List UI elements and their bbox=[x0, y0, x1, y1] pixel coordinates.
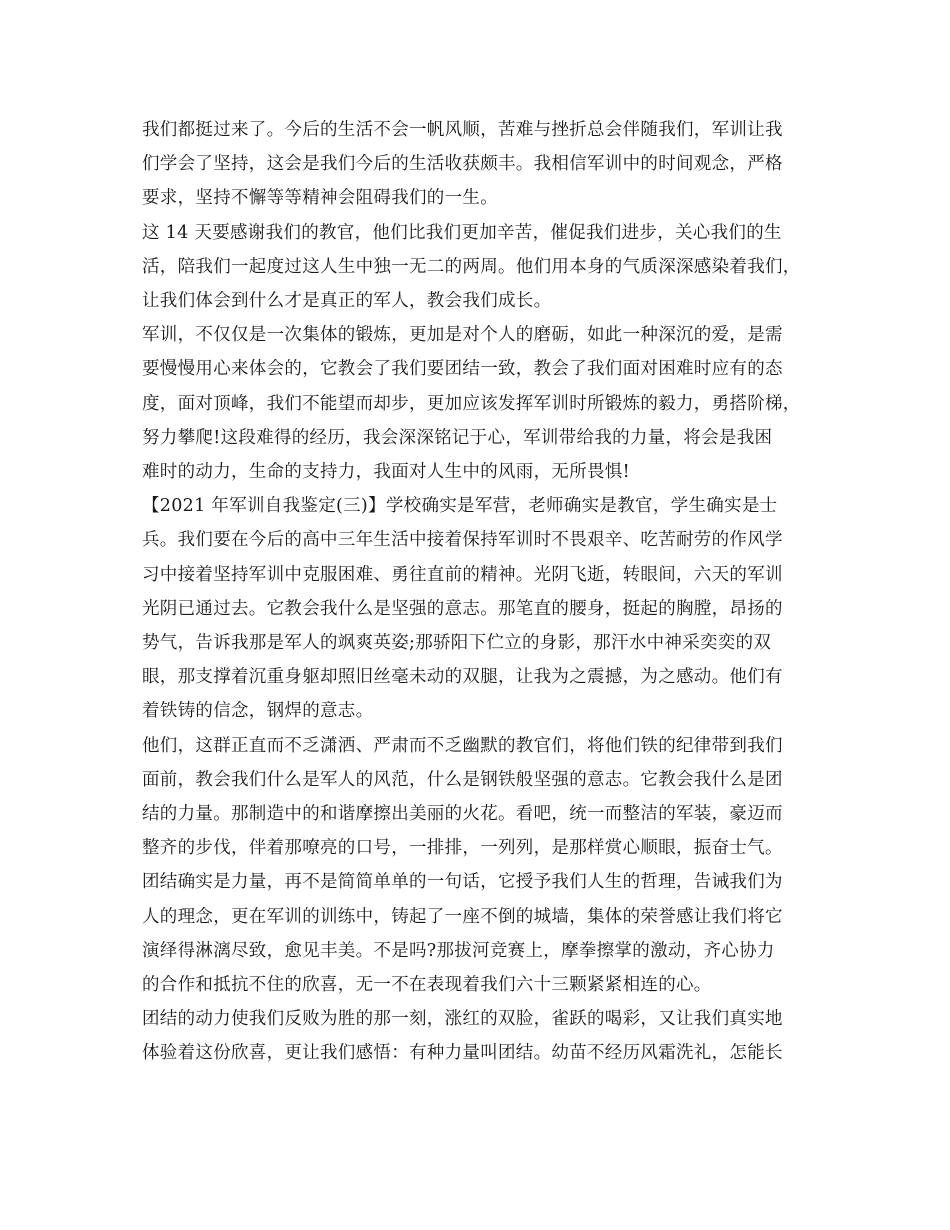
text-line: 团结的动力使我们反败为胜的那一刻，涨红的双脸，雀跃的喝彩，又让我们真实地 bbox=[142, 1009, 783, 1030]
text-line: 团结确实是力量，再不是简简单单的一句话，它授予我们人生的哲理，告诫我们为 bbox=[142, 872, 783, 893]
text-line: 眼，那支撑着沉重身躯却照旧丝毫未动的双腿，让我为之震撼，为之感动。他们有 bbox=[142, 667, 783, 688]
text-line: 体验着这份欣喜，更让我们感悟：有种力量叫团结。幼苗不经历风霜洗礼，怎能长 bbox=[142, 1043, 783, 1064]
text-line: 难时的动力，生命的支持力，我面对人生中的风雨，无所畏惧! bbox=[142, 462, 630, 483]
text-line: 我们都挺过来了。今后的生活不会一帆风顺，苦难与挫折总会伴随我们，军训让我 bbox=[142, 120, 783, 140]
text-line: 活，陪我们一起度过这人生中独一无二的两周。他们用本身的气质深深感染着我们， bbox=[142, 256, 801, 277]
text-line: 演绎得淋漓尽致，愈见丰美。不是吗?那拔河竞赛上，摩拳擦掌的激动，齐心协力 bbox=[142, 940, 775, 961]
text-line: 整齐的步伐，伴着那嘹亮的口号，一排排，一列列，是那样赏心顺眼，振奋士气。 bbox=[142, 838, 783, 859]
text-line: 让我们体会到什么才是真正的军人，教会我们成长。 bbox=[142, 291, 552, 312]
text-line: 这 14 天要感谢我们的教官，他们比我们更加辛苦，催促我们进步，关心我们的生 bbox=[142, 222, 782, 243]
text-line: 要慢慢用心来体会的，它教会了我们要团结一致，教会了我们面对困难时应有的态 bbox=[142, 359, 783, 380]
text-line: 面前，教会我们什么是军人的风范，什么是钢铁般坚强的意志。它教会我什么是团 bbox=[142, 769, 783, 790]
text-line: 努力攀爬!这段难得的经历，我会深深铭记于心，军训带给我的力量，将会是我困 bbox=[142, 427, 773, 448]
text-line: 的合作和抵抗不住的欣喜，无一不在表现着我们六十三颗紧紧相连的心。 bbox=[142, 975, 712, 996]
text-line: 们学会了坚持，这会是我们今后的生活收获颇丰。我相信军训中的时间观念，严格 bbox=[142, 154, 783, 175]
document-body bbox=[142, 113, 814, 1071]
paragraph-6 bbox=[142, 1002, 814, 1070]
text-line: 人的理念，更在军训的训练中，铸起了一座不倒的城墙，集体的荣誉感让我们将它 bbox=[142, 906, 783, 927]
paragraph-1 bbox=[142, 113, 814, 216]
text-line: 结的力量。那制造中的和谐摩擦出美丽的火花。看吧，统一而整洁的军装，豪迈而 bbox=[142, 804, 783, 825]
paragraph-2 bbox=[142, 216, 814, 319]
paragraph-3 bbox=[142, 318, 814, 489]
text-line: 他们，这群正直而不乏潇洒、严肃而不乏幽默的教官们，将他们铁的纪律带到我们 bbox=[142, 735, 783, 756]
text-line: 兵。我们要在今后的高中三年生活中接着保持军训时不畏艰辛、吃苦耐劳的作风学 bbox=[142, 530, 783, 551]
text-line: 度，面对顶峰，我们不能望而却步，更加应该发挥军训时所锻炼的毅力，勇搭阶梯， bbox=[142, 393, 801, 414]
text-line: 着铁铸的信念，钢焊的意志。 bbox=[142, 701, 374, 722]
text-line: 势气，告诉我那是军人的飒爽英姿;那骄阳下伫立的身影，那汗水中神采奕奕的双 bbox=[142, 633, 772, 654]
text-line: 光阴已通过去。它教会我什么是坚强的意志。那笔直的腰身，挺起的胸膛，昂扬的 bbox=[142, 598, 783, 619]
paragraph-5 bbox=[142, 729, 814, 1003]
text-line: 习中接着坚持军训中克服困难、勇往直前的精神。光阴飞逝，转眼间，六天的军训 bbox=[142, 564, 783, 585]
text-line: 要求，坚持不懈等等精神会阻碍我们的一生。 bbox=[142, 188, 498, 209]
text-line: 【2021 年军训自我鉴定(三)】学校确实是军营，老师确实是教官，学生确实是士 bbox=[142, 496, 778, 517]
text-line: 军训，不仅仅是一次集体的锻炼，更加是对个人的磨砺，如此一种深沉的爱，是需 bbox=[142, 325, 783, 346]
paragraph-4 bbox=[142, 489, 814, 728]
